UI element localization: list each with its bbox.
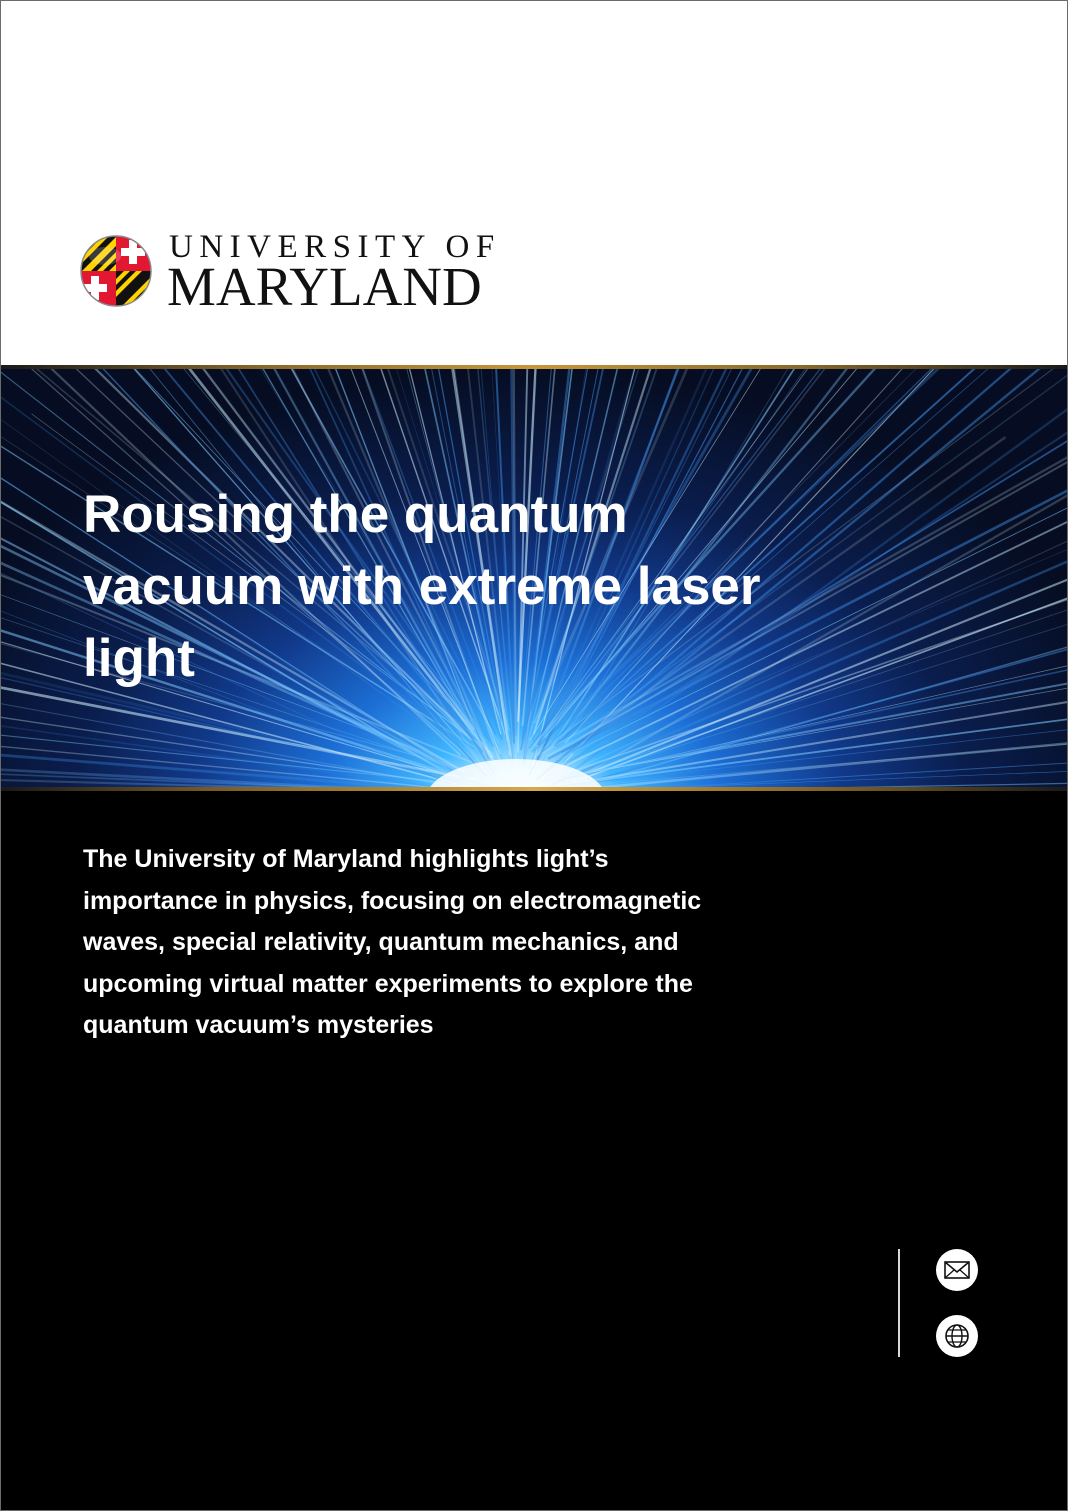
logo-wordmark-top: UNIVERSITY OF <box>169 229 501 265</box>
university-seal-logo <box>79 234 153 308</box>
summary-text: The University of Maryland highlights light’s importance in physics, focusing on electromagnetic waves, special relativity, quantum mechanics, and upcoming virtual matter experiments to explore the quantum vacuum’s mysteries <box>83 845 702 1039</box>
globe-icon <box>936 1315 978 1357</box>
gold-divider-bottom <box>1 787 1067 791</box>
light-source-glow <box>426 759 606 788</box>
document-title: Rousing the quantum vacuum with extreme laser light <box>83 485 761 688</box>
email-button[interactable] <box>936 1249 978 1291</box>
header <box>1 1 1067 366</box>
website-button[interactable] <box>936 1315 978 1357</box>
contact-divider <box>898 1249 900 1357</box>
logo-wordmark-bottom: MARYLAND <box>167 256 482 317</box>
mail-icon <box>936 1249 978 1291</box>
